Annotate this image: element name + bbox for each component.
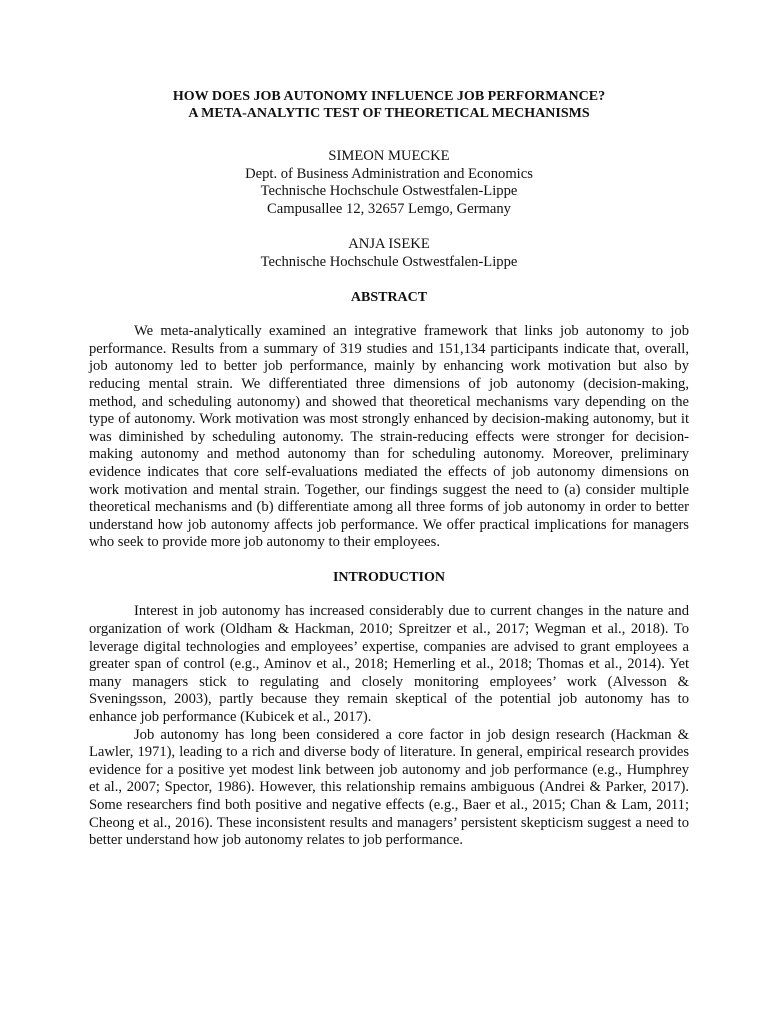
author-affiliation-line: Technische Hochschule Ostwestfalen-Lippe [260,183,518,200]
author-block-2 [89,236,689,271]
abstract-paragraph: We meta-analytically examined an integrative framework that links job autonomy to job performance. Results from a summary of 319 studies and 151,134 participants indicate that, overall, job autonomy led to better job performance, mainly by enhancing work motivation but also by reducing mental strain. We differentiated three dimensions of job autonomy (decision-making, method, and scheduling autonomy) and showed that theoretical mechanisms vary depending on the type of autonomy. Work motivation was most strongly enhanced by decision-making autonomy, but it was diminished by scheduling autonomy. The strain-reducing effects were stronger for decision-making autonomy and method autonomy than for scheduling autonomy. Moreover, preliminary evidence indicates that core self-evaluations mediated the effects of job autonomy dimensions on work motivation and mental strain. Together, our findings suggest the need to (a) consider multiple theoretical mechanisms and (b) differentiate among all three forms of job autonomy in order to better understand how job autonomy affects job performance. We offer practical implications for managers who seek to provide more job autonomy to their employees. [89,323,689,551]
title-line-1: HOW DOES JOB AUTONOMY INFLUENCE JOB PERFORMANCE? [172,89,606,104]
paper-page [89,88,689,850]
introduction-heading: INTRODUCTION [332,569,445,585]
title-line-2: A META-ANALYTIC TEST OF THEORETICAL MECHANISMS [188,106,590,121]
introduction-paragraph-1: Interest in job autonomy has increased considerably due to current changes in the nature and organization of work (Oldham & Hackman, 2010; Spreitzer et al., 2017; Wegman et al., 2018). To leverage digital technologies and employees’ expertise, companies are advised to grant employees a greater span of control (e.g., Aminov et al., 2018; Hemerling et al., 2018; Thomas et al., 2014). Yet many managers stick to regulating and closely monitoring employees’ work (Alvesson & Sveningsson, 2003), partly because they remain skeptical of the potential job autonomy has to enhance job performance (Kubicek et al., 2017). [89,603,689,726]
author-block-1 [89,148,689,218]
paper-title [89,88,689,122]
author-affiliation-line: Campusallee 12, 32657 Lemgo, Germany [267,200,511,217]
author-name: SIMEON MUECKE [328,148,450,164]
introduction-paragraph-2: Job autonomy has long been considered a core factor in job design research (Hackman & Lawler, 1971), leading to a rich and diverse body of literature. In general, empirical research provides evidence for a positive yet modest link between job autonomy and job performance (e.g., Humphrey et al., 2007; Spector, 1986). However, this relationship remains ambiguous (Andrei & Parker, 2017). Some researchers find both positive and negative effects (e.g., Baer et al., 2015; Chan & Lam, 2011; Cheong et al., 2016). These inconsistent results and managers’ persistent skepticism suggest a need to better understand how job autonomy relates to job performance. [89,726,689,849]
abstract-heading: ABSTRACT [350,289,428,305]
author-name: ANJA ISEKE [348,236,430,253]
author-affiliation-line: Dept. of Business Administration and Economics [245,165,533,182]
author-affiliation-line: Technische Hochschule Ostwestfalen-Lippe [260,253,518,270]
